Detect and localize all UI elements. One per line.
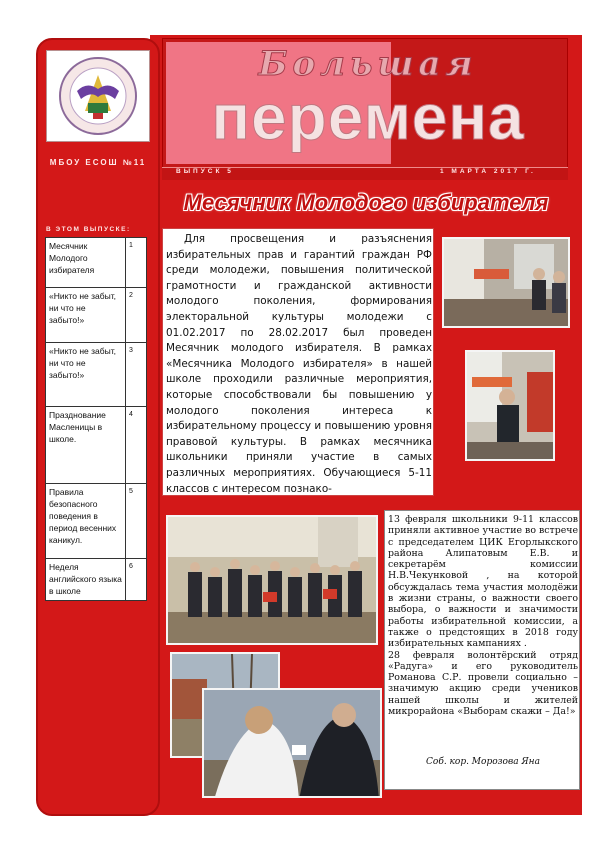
toc-row[interactable] bbox=[46, 238, 147, 288]
toc-page: 3 bbox=[126, 343, 147, 407]
school-logo bbox=[46, 50, 150, 142]
toc-row[interactable] bbox=[46, 407, 147, 484]
issue-number: ВЫПУСК 5 bbox=[176, 168, 234, 175]
toc-row[interactable] bbox=[46, 559, 147, 601]
article-headline: Месячник Молодого избирателя bbox=[183, 190, 549, 215]
photo-flyer-handout bbox=[202, 688, 382, 798]
newspaper-title-main: перемена bbox=[211, 81, 525, 153]
photo-classroom-stand bbox=[442, 237, 570, 328]
events-paragraph: 13 февраля школьники 9-11 классов приняли активное участие во встрече с председателем ЦИК Егорлыкского района Алипатовым Е.В. и секретарём комиссии Н.В.Чекунковой , на которой обсуждалась тема участия молодёжи в жизни страны, о важности своего выбора, о важности и значимости работы избирательной комиссии, а также о предстоящих в 2018 году избирательных кампаниях . bbox=[388, 514, 578, 650]
toc-title: «Никто не забыт, ни что не забыто!» bbox=[46, 343, 126, 407]
toc-row[interactable] bbox=[46, 343, 147, 407]
toc-page: 5 bbox=[126, 484, 147, 559]
toc-page: 1 bbox=[126, 238, 147, 288]
toc-title: Месячник Молодого избирателя bbox=[46, 238, 126, 288]
article-body: Для просвещения и разъяснения избирательных прав и гарантий граждан РФ среди молодежи, повышения политической грамотности и гражданской активности молодого поколения, формирования электоральной культуры молодежи с 01.02.2017 по 28.02.2017 был проведен Месячник молодого избирателя. В рамках «Месячника Молодого избирателя» в нашей школе проходили различные мероприятия, которые способствовали бы повышению у молодого поколения интереса к избирательному процессу и повышению уровня правовой культуры. В рамках месячника школьники приняли участие в самых различных мероприятиях. Обучающиеся 5-11 классов с интересом познако- bbox=[166, 233, 432, 494]
correspondent-signature: Соб. кор. Морозова Яна bbox=[426, 757, 540, 767]
toc-page: 2 bbox=[126, 288, 147, 343]
school-name: МБОУ ЕСОШ №11 bbox=[49, 158, 147, 167]
newspaper-title-top: Большая bbox=[258, 44, 478, 84]
issue-date: 1 МАРТА 2017 Г. bbox=[440, 168, 536, 175]
toc-row[interactable] bbox=[46, 288, 147, 343]
table-of-contents bbox=[45, 237, 147, 601]
events-text bbox=[388, 514, 578, 764]
toc-title: «Никто не забыт, ни что не забыто!» bbox=[46, 288, 126, 343]
toc-row[interactable] bbox=[46, 484, 147, 559]
toc-title: Неделя английского языка в школе bbox=[46, 559, 126, 601]
photo-student-stand bbox=[465, 350, 555, 461]
toc-title: Празднование Масленицы в школе. bbox=[46, 407, 126, 484]
toc-title: Правила безопасного поведения в период весенних каникул. bbox=[46, 484, 126, 559]
events-paragraph: 28 февраля волонтёрский отряд «Радуга» и его руководитель Романова С.Р. провели социально – значимую акцию среди учеников нашей школы и жителей микрорайона «Выборам скажи – Да!» bbox=[388, 649, 578, 718]
toc-page: 6 bbox=[126, 559, 147, 601]
toc-heading: В ЭТОМ ВЫПУСКЕ: bbox=[46, 226, 131, 233]
toc-page: 4 bbox=[126, 407, 147, 484]
emblem-icon bbox=[47, 51, 149, 141]
photo-group-meeting bbox=[166, 515, 378, 645]
